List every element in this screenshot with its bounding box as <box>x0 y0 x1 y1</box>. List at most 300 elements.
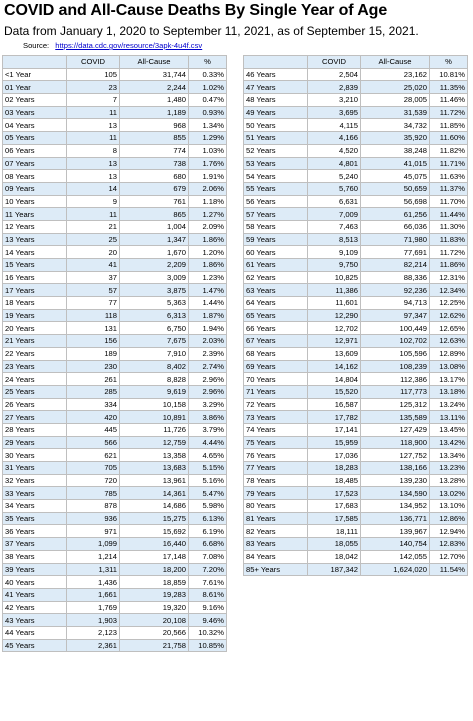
percent-cell: 4.44% <box>189 436 227 449</box>
table-row <box>3 373 227 386</box>
percent-cell: 13.24% <box>430 398 468 411</box>
all-cause-deaths-cell: 112,386 <box>361 373 430 386</box>
all-cause-deaths-cell: 127,429 <box>361 423 430 436</box>
age-cell: 08 Years <box>3 170 67 183</box>
table-row <box>3 309 227 322</box>
age-cell: 63 Years <box>244 284 308 297</box>
covid-deaths-cell: 2,839 <box>308 81 361 94</box>
percent-cell: 2.74% <box>189 360 227 373</box>
all-cause-deaths-cell: 139,967 <box>361 525 430 538</box>
age-cell: 44 Years <box>3 626 67 639</box>
age-cell: 76 Years <box>244 449 308 462</box>
age-cell: 85+ Years <box>244 563 308 576</box>
covid-deaths-cell: 156 <box>67 335 120 348</box>
all-cause-deaths-cell: 20,566 <box>120 626 189 639</box>
covid-deaths-cell: 2,123 <box>67 626 120 639</box>
table-row <box>3 170 227 183</box>
covid-deaths-cell: 15,959 <box>308 436 361 449</box>
table-row <box>3 550 227 563</box>
age-cell: 67 Years <box>244 335 308 348</box>
table-row <box>3 398 227 411</box>
covid-deaths-cell: 13 <box>67 170 120 183</box>
table-row <box>244 347 468 360</box>
percent-cell: 10.32% <box>189 626 227 639</box>
all-cause-deaths-cell: 7,910 <box>120 347 189 360</box>
covid-deaths-cell: 11,601 <box>308 297 361 310</box>
table-row <box>244 487 468 500</box>
all-cause-deaths-cell: 13,683 <box>120 462 189 475</box>
table-row <box>244 563 468 576</box>
table-row <box>244 271 468 284</box>
percent-cell: 1.44% <box>189 297 227 310</box>
covid-deaths-cell: 41 <box>67 259 120 272</box>
all-cause-deaths-cell: 10,158 <box>120 398 189 411</box>
table-row <box>3 500 227 513</box>
age-cell: 15 Years <box>3 259 67 272</box>
age-cell: 48 Years <box>244 94 308 107</box>
all-cause-deaths-cell: 774 <box>120 144 189 157</box>
table-row <box>244 550 468 563</box>
covid-deaths-cell: 18,055 <box>308 538 361 551</box>
table-row <box>244 132 468 145</box>
table-row <box>244 157 468 170</box>
all-cause-deaths-cell: 20,108 <box>120 614 189 627</box>
all-cause-deaths-cell: 118,900 <box>361 436 430 449</box>
age-cell: 74 Years <box>244 423 308 436</box>
covid-deaths-cell: 14 <box>67 182 120 195</box>
table-row <box>244 423 468 436</box>
percent-cell: 6.68% <box>189 538 227 551</box>
percent-cell: 11.54% <box>430 563 468 576</box>
all-cause-deaths-cell: 117,773 <box>361 385 430 398</box>
age-cell: 54 Years <box>244 170 308 183</box>
age-cell: 75 Years <box>244 436 308 449</box>
percent-cell: 12.94% <box>430 525 468 538</box>
table-row <box>3 614 227 627</box>
age-cell: 29 Years <box>3 436 67 449</box>
age-cell: 18 Years <box>3 297 67 310</box>
covid-deaths-cell: 11,386 <box>308 284 361 297</box>
age-cell: 02 Years <box>3 94 67 107</box>
column-header-all-cause: All-Cause <box>120 56 189 69</box>
table-row <box>244 538 468 551</box>
age-cell: 24 Years <box>3 373 67 386</box>
covid-deaths-cell: 7,009 <box>308 208 361 221</box>
percent-cell: 11.86% <box>430 259 468 272</box>
age-cell: 55 Years <box>244 182 308 195</box>
covid-deaths-cell: 18,485 <box>308 474 361 487</box>
age-cell: 13 Years <box>3 233 67 246</box>
covid-deaths-cell: 9 <box>67 195 120 208</box>
covid-deaths-cell: 13 <box>67 119 120 132</box>
percent-cell: 7.61% <box>189 576 227 589</box>
percent-cell: 0.33% <box>189 68 227 81</box>
table-row <box>244 220 468 233</box>
age-cell: 11 Years <box>3 208 67 221</box>
covid-deaths-cell: 1,099 <box>67 538 120 551</box>
all-cause-deaths-cell: 8,402 <box>120 360 189 373</box>
age-cell: 30 Years <box>3 449 67 462</box>
covid-deaths-cell: 4,520 <box>308 144 361 157</box>
percent-cell: 1.34% <box>189 119 227 132</box>
page-title: COVID and All-Cause Deaths By Single Year of Age <box>4 2 388 19</box>
all-cause-deaths-cell: 50,659 <box>361 182 430 195</box>
covid-deaths-cell: 15,520 <box>308 385 361 398</box>
age-cell: 27 Years <box>3 411 67 424</box>
percent-cell: 2.06% <box>189 182 227 195</box>
covid-deaths-cell: 971 <box>67 525 120 538</box>
table-row <box>3 626 227 639</box>
table-row <box>3 68 227 81</box>
all-cause-deaths-cell: 3,009 <box>120 271 189 284</box>
percent-cell: 2.96% <box>189 373 227 386</box>
all-cause-deaths-cell: 15,275 <box>120 512 189 525</box>
percent-cell: 11.72% <box>430 246 468 259</box>
age-cell: 52 Years <box>244 144 308 157</box>
covid-deaths-cell: 12,971 <box>308 335 361 348</box>
percent-cell: 11.35% <box>430 81 468 94</box>
all-cause-deaths-cell: 82,214 <box>361 259 430 272</box>
percent-cell: 5.15% <box>189 462 227 475</box>
covid-deaths-cell: 7,463 <box>308 220 361 233</box>
percent-cell: 1.76% <box>189 157 227 170</box>
all-cause-deaths-cell: 2,209 <box>120 259 189 272</box>
percent-cell: 5.47% <box>189 487 227 500</box>
percent-cell: 12.31% <box>430 271 468 284</box>
percent-cell: 5.98% <box>189 500 227 513</box>
age-cell: 38 Years <box>3 550 67 563</box>
percent-cell: 10.85% <box>189 639 227 652</box>
covid-deaths-cell: 9,109 <box>308 246 361 259</box>
covid-deaths-cell: 11 <box>67 106 120 119</box>
table-row <box>244 284 468 297</box>
covid-deaths-cell: 17,523 <box>308 487 361 500</box>
covid-deaths-cell: 5,240 <box>308 170 361 183</box>
page-subtitle: Data from January 1, 2020 to September 11, 2021, as of September 15, 2021. <box>4 24 419 38</box>
table-row <box>244 195 468 208</box>
all-cause-deaths-cell: 3,875 <box>120 284 189 297</box>
covid-deaths-cell: 1,903 <box>67 614 120 627</box>
all-cause-deaths-cell: 108,239 <box>361 360 430 373</box>
covid-deaths-cell: 20 <box>67 246 120 259</box>
all-cause-deaths-cell: 680 <box>120 170 189 183</box>
percent-cell: 1.94% <box>189 322 227 335</box>
covid-deaths-cell: 37 <box>67 271 120 284</box>
all-cause-deaths-cell: 56,698 <box>361 195 430 208</box>
percent-cell: 13.28% <box>430 474 468 487</box>
covid-deaths-cell: 14,804 <box>308 373 361 386</box>
percent-cell: 1.86% <box>189 259 227 272</box>
all-cause-deaths-cell: 139,230 <box>361 474 430 487</box>
percent-cell: 8.61% <box>189 588 227 601</box>
age-cell: 84 Years <box>244 550 308 563</box>
percent-cell: 12.25% <box>430 297 468 310</box>
table-row <box>244 512 468 525</box>
covid-deaths-cell: 785 <box>67 487 120 500</box>
covid-deaths-cell: 7 <box>67 94 120 107</box>
age-cell: 20 Years <box>3 322 67 335</box>
all-cause-deaths-cell: 679 <box>120 182 189 195</box>
all-cause-deaths-cell: 94,713 <box>361 297 430 310</box>
percent-cell: 13.02% <box>430 487 468 500</box>
age-cell: 33 Years <box>3 487 67 500</box>
age-cell: 19 Years <box>3 309 67 322</box>
covid-deaths-cell: 189 <box>67 347 120 360</box>
column-header-percent: % <box>189 56 227 69</box>
age-cell: 21 Years <box>3 335 67 348</box>
covid-deaths-cell: 445 <box>67 423 120 436</box>
covid-deaths-cell: 4,801 <box>308 157 361 170</box>
all-cause-deaths-cell: 77,691 <box>361 246 430 259</box>
all-cause-deaths-cell: 12,759 <box>120 436 189 449</box>
all-cause-deaths-cell: 142,055 <box>361 550 430 563</box>
table-row <box>3 94 227 107</box>
table-row <box>244 170 468 183</box>
table-row <box>3 119 227 132</box>
age-cell: 83 Years <box>244 538 308 551</box>
percent-cell: 11.85% <box>430 119 468 132</box>
percent-cell: 3.86% <box>189 411 227 424</box>
all-cause-deaths-cell: 18,200 <box>120 563 189 576</box>
all-cause-deaths-cell: 11,726 <box>120 423 189 436</box>
table-row <box>3 436 227 449</box>
table-row <box>244 81 468 94</box>
percent-cell: 12.83% <box>430 538 468 551</box>
all-cause-deaths-cell: 19,320 <box>120 601 189 614</box>
table-row <box>3 322 227 335</box>
percent-cell: 6.19% <box>189 525 227 538</box>
table-row <box>3 246 227 259</box>
age-cell: 42 Years <box>3 601 67 614</box>
age-cell: 03 Years <box>3 106 67 119</box>
column-header-age <box>244 56 308 69</box>
covid-deaths-cell: 18,111 <box>308 525 361 538</box>
covid-deaths-cell: 9,750 <box>308 259 361 272</box>
covid-deaths-cell: 4,166 <box>308 132 361 145</box>
all-cause-deaths-cell: 31,744 <box>120 68 189 81</box>
table-row <box>3 335 227 348</box>
all-cause-deaths-cell: 6,750 <box>120 322 189 335</box>
covid-deaths-cell: 10,825 <box>308 271 361 284</box>
table-row <box>244 411 468 424</box>
table-row <box>244 398 468 411</box>
table-row <box>3 233 227 246</box>
percent-cell: 13.42% <box>430 436 468 449</box>
covid-deaths-cell: 17,036 <box>308 449 361 462</box>
all-cause-deaths-cell: 14,686 <box>120 500 189 513</box>
all-cause-deaths-cell: 102,702 <box>361 335 430 348</box>
age-cell: 25 Years <box>3 385 67 398</box>
percent-cell: 9.16% <box>189 601 227 614</box>
all-cause-deaths-cell: 13,358 <box>120 449 189 462</box>
covid-deaths-cell: 57 <box>67 284 120 297</box>
all-cause-deaths-cell: 135,589 <box>361 411 430 424</box>
percent-cell: 12.34% <box>430 284 468 297</box>
covid-deaths-cell: 4,115 <box>308 119 361 132</box>
covid-deaths-cell: 334 <box>67 398 120 411</box>
covid-deaths-cell: 261 <box>67 373 120 386</box>
all-cause-deaths-cell: 13,961 <box>120 474 189 487</box>
table-row <box>244 322 468 335</box>
table-row <box>3 144 227 157</box>
percent-cell: 12.89% <box>430 347 468 360</box>
percent-cell: 7.20% <box>189 563 227 576</box>
percent-cell: 3.79% <box>189 423 227 436</box>
age-cell: 57 Years <box>244 208 308 221</box>
column-header-covid: COVID <box>67 56 120 69</box>
table-row <box>244 259 468 272</box>
table-row <box>3 259 227 272</box>
all-cause-deaths-cell: 10,891 <box>120 411 189 424</box>
source-link[interactable]: https://data.cdc.gov/resource/3apk-4u4f.csv <box>55 41 203 50</box>
all-cause-deaths-cell: 28,005 <box>361 94 430 107</box>
table-row <box>3 449 227 462</box>
age-cell: 64 Years <box>244 297 308 310</box>
age-cell: 53 Years <box>244 157 308 170</box>
all-cause-deaths-cell: 1,670 <box>120 246 189 259</box>
percent-cell: 7.08% <box>189 550 227 563</box>
covid-deaths-cell: 621 <box>67 449 120 462</box>
covid-deaths-cell: 11 <box>67 208 120 221</box>
all-cause-deaths-cell: 138,166 <box>361 462 430 475</box>
all-cause-deaths-cell: 761 <box>120 195 189 208</box>
age-cell: 43 Years <box>3 614 67 627</box>
column-header-age <box>3 56 67 69</box>
covid-deaths-cell: 230 <box>67 360 120 373</box>
covid-deaths-cell: 2,361 <box>67 639 120 652</box>
covid-deaths-cell: 1,436 <box>67 576 120 589</box>
percent-cell: 1.29% <box>189 132 227 145</box>
all-cause-deaths-cell: 21,758 <box>120 639 189 652</box>
table-row <box>3 360 227 373</box>
age-cell: 66 Years <box>244 322 308 335</box>
all-cause-deaths-cell: 1,347 <box>120 233 189 246</box>
column-header-covid: COVID <box>308 56 361 69</box>
percent-cell: 9.46% <box>189 614 227 627</box>
covid-deaths-cell: 936 <box>67 512 120 525</box>
covid-deaths-cell: 18,283 <box>308 462 361 475</box>
all-cause-deaths-cell: 25,020 <box>361 81 430 94</box>
age-cell: 71 Years <box>244 385 308 398</box>
age-cell: 82 Years <box>244 525 308 538</box>
covid-deaths-cell: 3,695 <box>308 106 361 119</box>
percent-cell: 11.72% <box>430 106 468 119</box>
table-row <box>244 462 468 475</box>
percent-cell: 1.02% <box>189 81 227 94</box>
covid-deaths-cell: 23 <box>67 81 120 94</box>
table-row <box>3 347 227 360</box>
all-cause-deaths-cell: 105,596 <box>361 347 430 360</box>
table-row <box>3 512 227 525</box>
source-line <box>23 41 202 50</box>
percent-cell: 11.60% <box>430 132 468 145</box>
all-cause-deaths-cell: 2,244 <box>120 81 189 94</box>
all-cause-deaths-cell: 71,980 <box>361 233 430 246</box>
percent-cell: 1.03% <box>189 144 227 157</box>
age-cell: 77 Years <box>244 462 308 475</box>
table-row <box>244 500 468 513</box>
table-row <box>3 639 227 652</box>
all-cause-deaths-cell: 17,148 <box>120 550 189 563</box>
deaths-table-left <box>2 55 227 652</box>
percent-cell: 13.18% <box>430 385 468 398</box>
table-row <box>3 563 227 576</box>
covid-deaths-cell: 1,661 <box>67 588 120 601</box>
percent-cell: 11.63% <box>430 170 468 183</box>
column-header-all-cause: All-Cause <box>361 56 430 69</box>
all-cause-deaths-cell: 16,440 <box>120 538 189 551</box>
all-cause-deaths-cell: 1,480 <box>120 94 189 107</box>
percent-cell: 13.17% <box>430 373 468 386</box>
percent-cell: 0.93% <box>189 106 227 119</box>
age-cell: 72 Years <box>244 398 308 411</box>
all-cause-deaths-cell: 134,952 <box>361 500 430 513</box>
age-cell: 26 Years <box>3 398 67 411</box>
covid-deaths-cell: 17,683 <box>308 500 361 513</box>
age-cell: 35 Years <box>3 512 67 525</box>
table-row <box>244 68 468 81</box>
table-row <box>244 373 468 386</box>
all-cause-deaths-cell: 134,590 <box>361 487 430 500</box>
all-cause-deaths-cell: 5,363 <box>120 297 189 310</box>
age-cell: 07 Years <box>3 157 67 170</box>
percent-cell: 1.91% <box>189 170 227 183</box>
percent-cell: 3.29% <box>189 398 227 411</box>
percent-cell: 1.87% <box>189 309 227 322</box>
covid-deaths-cell: 878 <box>67 500 120 513</box>
table-row <box>3 157 227 170</box>
percent-cell: 1.18% <box>189 195 227 208</box>
table-row <box>3 208 227 221</box>
all-cause-deaths-cell: 18,859 <box>120 576 189 589</box>
percent-cell: 11.83% <box>430 233 468 246</box>
covid-deaths-cell: 21 <box>67 220 120 233</box>
percent-cell: 12.86% <box>430 512 468 525</box>
age-cell: 40 Years <box>3 576 67 589</box>
age-cell: 65 Years <box>244 309 308 322</box>
all-cause-deaths-cell: 66,036 <box>361 220 430 233</box>
percent-cell: 13.23% <box>430 462 468 475</box>
table-row <box>3 538 227 551</box>
covid-deaths-cell: 13 <box>67 157 120 170</box>
covid-deaths-cell: 17,141 <box>308 423 361 436</box>
percent-cell: 2.39% <box>189 347 227 360</box>
age-cell: 01 Year <box>3 81 67 94</box>
percent-cell: 10.81% <box>430 68 468 81</box>
age-cell: 62 Years <box>244 271 308 284</box>
table-row <box>3 271 227 284</box>
covid-deaths-cell: 8,513 <box>308 233 361 246</box>
all-cause-deaths-cell: 140,754 <box>361 538 430 551</box>
all-cause-deaths-cell: 7,675 <box>120 335 189 348</box>
covid-deaths-cell: 5,760 <box>308 182 361 195</box>
percent-cell: 11.30% <box>430 220 468 233</box>
age-cell: 81 Years <box>244 512 308 525</box>
percent-cell: 12.63% <box>430 335 468 348</box>
age-cell: 39 Years <box>3 563 67 576</box>
all-cause-deaths-cell: 97,347 <box>361 309 430 322</box>
all-cause-deaths-cell: 19,283 <box>120 588 189 601</box>
covid-deaths-cell: 285 <box>67 385 120 398</box>
table-row <box>244 335 468 348</box>
age-cell: 58 Years <box>244 220 308 233</box>
age-cell: 49 Years <box>244 106 308 119</box>
table-row <box>3 182 227 195</box>
percent-cell: 1.20% <box>189 246 227 259</box>
covid-deaths-cell: 2,504 <box>308 68 361 81</box>
age-cell: 59 Years <box>244 233 308 246</box>
table-row <box>3 284 227 297</box>
